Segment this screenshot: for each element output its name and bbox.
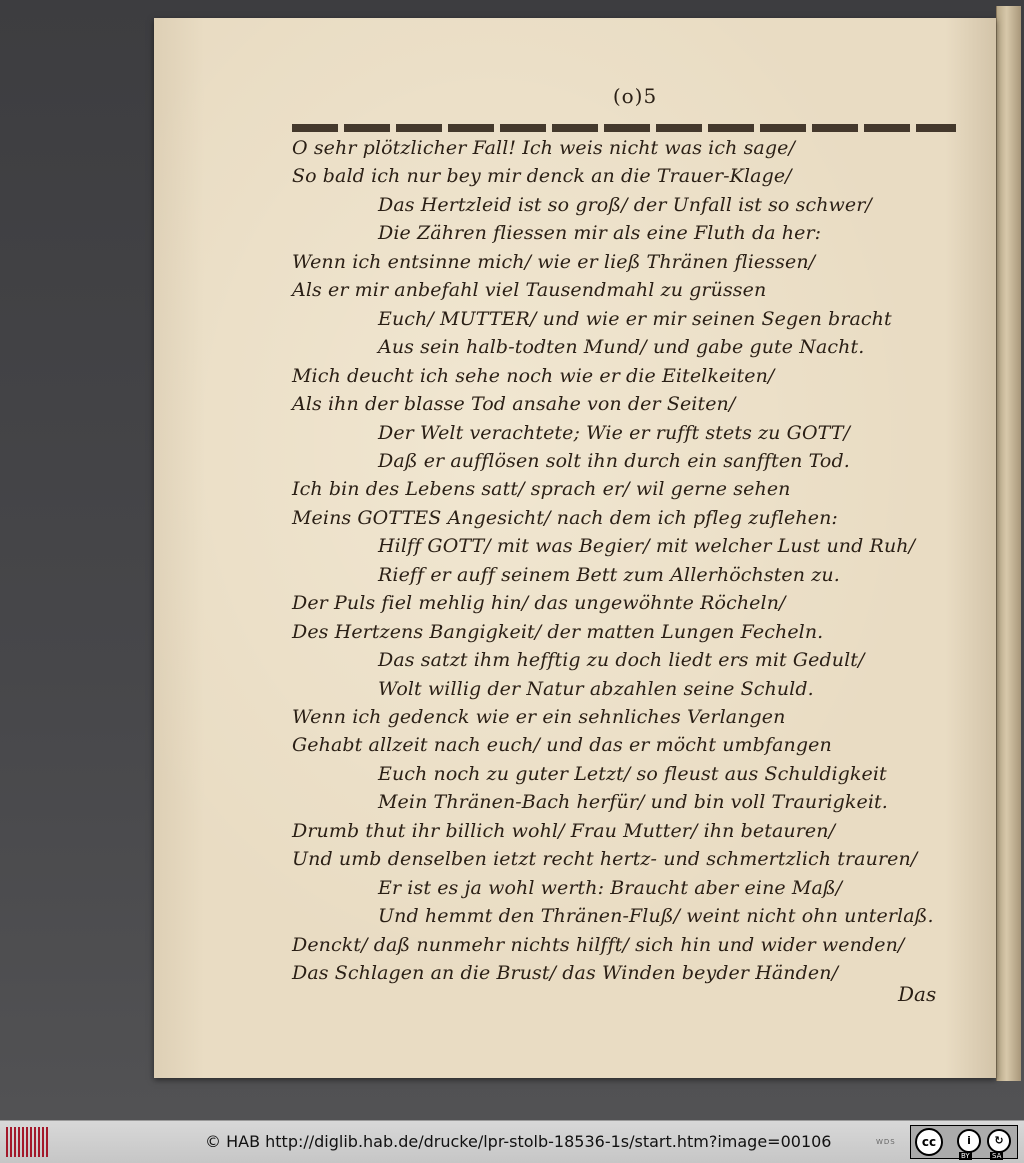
poem-line: O sehr plötzlicher Fall! Ich weis nicht was ich sage/: [292, 137, 795, 159]
page-edge: [996, 6, 1021, 1081]
catchword: Das: [898, 982, 937, 1006]
poem-line: Drumb thut ihr billich wohl/ Frau Mutter/ ihn betauren/: [292, 820, 836, 842]
page-number: (o)5: [612, 84, 658, 108]
poem-line: Als ihn der blasse Tod ansahe von der Seiten/: [292, 393, 736, 415]
sa-label: SA: [992, 1152, 1002, 1160]
copyright-link[interactable]: © HAB http://diglib.hab.de/drucke/lpr-stolb-18536-1s/start.htm?image=00106: [205, 1132, 832, 1151]
poem-line: Wenn ich gedenck wie er ein sehnliches Verlangen: [292, 706, 786, 728]
poem-line: Der Puls fiel mehlig hin/ das ungewöhnte Röcheln/: [292, 592, 786, 614]
poem-line: Wenn ich entsinne mich/ wie er ließ Thränen fliessen/: [292, 251, 816, 273]
ornamental-rule: [292, 124, 956, 132]
poem-line: Rieff er auff seinem Bett zum Allerhöchsten zu.: [378, 564, 840, 586]
poem-line: Ich bin des Lebens satt/ sprach er/ wil gerne sehen: [292, 478, 791, 500]
poem-line: So bald ich nur bey mir denck an die Trauer-Klage/: [292, 165, 792, 187]
poem-line: Hilff GOTT/ mit was Begier/ mit welcher Lust und Ruh/: [378, 535, 916, 557]
poem-line: Daß er aufflösen solt ihn durch ein sanfften Tod.: [378, 450, 850, 472]
by-icon: i: [957, 1129, 981, 1153]
poem-line: Die Zähren fliessen mir als eine Fluth da her:: [378, 222, 822, 244]
license-badge[interactable]: [910, 1125, 1018, 1159]
poem-line: Mich deucht ich sehe noch wie er die Eitelkeiten/: [292, 365, 775, 387]
poem-line: Das Schlagen an die Brust/ das Winden beyder Händen/: [292, 962, 839, 984]
poem-line: Mein Thränen-Bach herfür/ und bin voll Traurigkeit.: [378, 791, 888, 813]
poem-line: Als er mir anbefahl viel Tausendmahl zu grüssen: [292, 279, 767, 301]
poem-line: Er ist es ja wohl werth: Braucht aber eine Maß/: [378, 877, 843, 899]
footer-bar: [0, 1120, 1024, 1163]
poem-line: Wolt willig der Natur abzahlen seine Schuld.: [378, 678, 814, 700]
hab-logo-icon: [6, 1127, 48, 1157]
poem-line: Und hemmt den Thränen-Fluß/ weint nicht ohn unterlaß.: [378, 905, 934, 927]
poem-line: Der Welt verachtete; Wie er rufft stets zu GOTT/: [378, 422, 851, 444]
poem-line: Euch/ MUTTER/ und wie er mir seinen Segen bracht: [378, 308, 892, 330]
poem-line: Denckt/ daß nunmehr nichts hilfft/ sich hin und wider wenden/: [292, 934, 905, 956]
sa-icon: ↻: [987, 1129, 1011, 1153]
cc-icon: cc: [915, 1128, 943, 1156]
by-label: BY: [961, 1152, 970, 1160]
poem-line: Aus sein halb-todten Mund/ und gabe gute Nacht.: [378, 336, 865, 358]
poem-line: Das Hertzleid ist so groß/ der Unfall ist so schwer/: [378, 194, 872, 216]
wds-mark: WDS: [876, 1138, 896, 1146]
poem-line: Euch noch zu guter Letzt/ so fleust aus Schuldigkeit: [378, 763, 887, 785]
poem-line: Meins GOTTES Angesicht/ nach dem ich pfleg zuflehen:: [292, 507, 838, 529]
poem-line: Des Hertzens Bangigkeit/ der matten Lungen Fecheln.: [292, 621, 824, 643]
poem-line: Gehabt allzeit nach euch/ und das er möcht umbfangen: [292, 734, 832, 756]
poem-line: Das satzt ihm hefftig zu doch liedt ers mit Gedult/: [378, 649, 865, 671]
poem-line: Und umb denselben ietzt recht hertz- und schmertzlich trauren/: [292, 848, 918, 870]
